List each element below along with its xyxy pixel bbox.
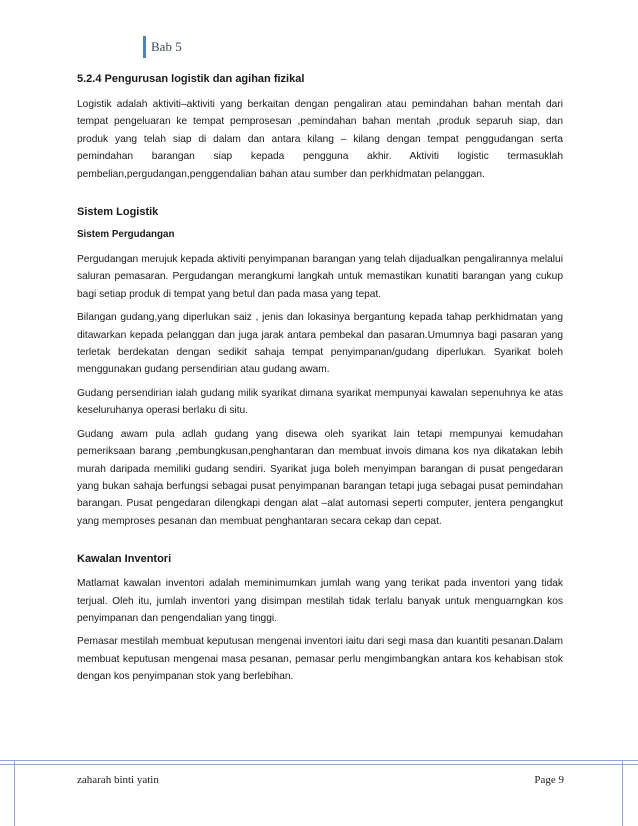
intro-paragraph: Logistik adalah aktiviti–aktiviti yang berkaitan dengan pengaliran atau pemindahan bahan mentah dari tempat pengeluaran ke tempat pemprosesan ,pemindahan bahan mentah ,produk separuh siap, dan produk yang telah siap di dalam dan antara kilang – kilang dengan tempat penggudangan serta pemindahan barangan siap kepada pengguna akhir. Aktiviti logistic termasuklah pembelian,pergudangan,penggendalian bahan atau sumber dan perkhidmatan pelanggan.: [77, 99, 563, 180]
paragraph: Bilangan gudang,yang diperlukan saiz , jenis dan lokasinya bergantung kepada tahap perkhidmatan yang ditawarkan kepada pelanggan dan juga jarak antara pembekal dan pasaran.Umumnya bagi pasaran yang terletak berdekatan dengan sedikit sahaja tempat penyimpanan/gudang diperlukan. Syarikat boleh menggunakan gudang persendirian atau gudang awam.: [77, 312, 563, 376]
chapter-label: Bab 5: [151, 39, 182, 54]
footer-left-border: [14, 760, 15, 826]
sistem-logistik-heading: Sistem Logistik: [77, 206, 159, 219]
footer-author: zaharah binti yatin: [77, 774, 159, 786]
footer-divider: [0, 760, 638, 761]
header-accent-bar: [143, 36, 146, 58]
sistem-pergudangan-subheading: Sistem Pergudangan: [77, 229, 175, 241]
section-heading: 5.2.4 Pengurusan logistik dan agihan fizikal: [77, 73, 305, 85]
paragraph: Pergudangan merujuk kepada aktiviti penyimpanan barangan yang telah dijadualkan pengalirannya melalui saluran pemasaran. Pergudangan merangkumi langkah untuk memastikan kunatiti barangan yang cukup bagi setiap produk di tempat yang betul dan pada masa yang tepat.: [77, 254, 563, 300]
paragraph: Gudang awam pula adlah gudang yang disewa oleh syarikat lain tetapi mempunyai kemudahan pemeriksaan barang ,pembungkusan,penghantaran dan membuat invois dimana kos nya dikatakan lebih murah daripada memiliki gudang sendiri. Syarikat juga boleh menyimpan barangan di pusat pengedaran yang bukan sahaja berfungsi sebagai pusat penyimpanan barangan tetapi juga sebagai pusat pemindahan barangan. Pusat pengedaran dilengkapi dengan alat –alat automasi seperti computer, jentera pengangkut yang memproses pesanan dan membuat penghantaran secara cekap dan cepat.: [77, 428, 563, 527]
paragraph: Matlamat kawalan inventori adalah meminimumkan jumlah wang yang terikat pada inventori yang tidak terjual. Oleh itu, jumlah inventori yang disimpan mestilah tidak terlalu banyak untuk menguarngkan kos penyimpanan dan pengendalian yang tinggi.: [77, 578, 563, 624]
page-number: Page 9: [534, 774, 564, 786]
footer-right-border: [622, 760, 623, 826]
paragraph: Pemasar mestilah membuat keputusan mengenai inventori iaitu dari segi masa dan kuantiti pesanan.Dalam membuat keputusan mengenai masa pesanan, pemasar perlu mengimbangkan antara kos kehabisan stok dengan kos penyimpanan stok yang berlebihan.: [77, 636, 563, 683]
document-body: [77, 72, 563, 692]
paragraph: Gudang persendirian ialah gudang milik syarikat dimana syarikat mempunyai kawalan sepenuhnya ke atas keseluruhanya operasi berlaku di situ.: [77, 387, 563, 417]
kawalan-inventori-heading: Kawalan Inventori: [77, 553, 172, 566]
